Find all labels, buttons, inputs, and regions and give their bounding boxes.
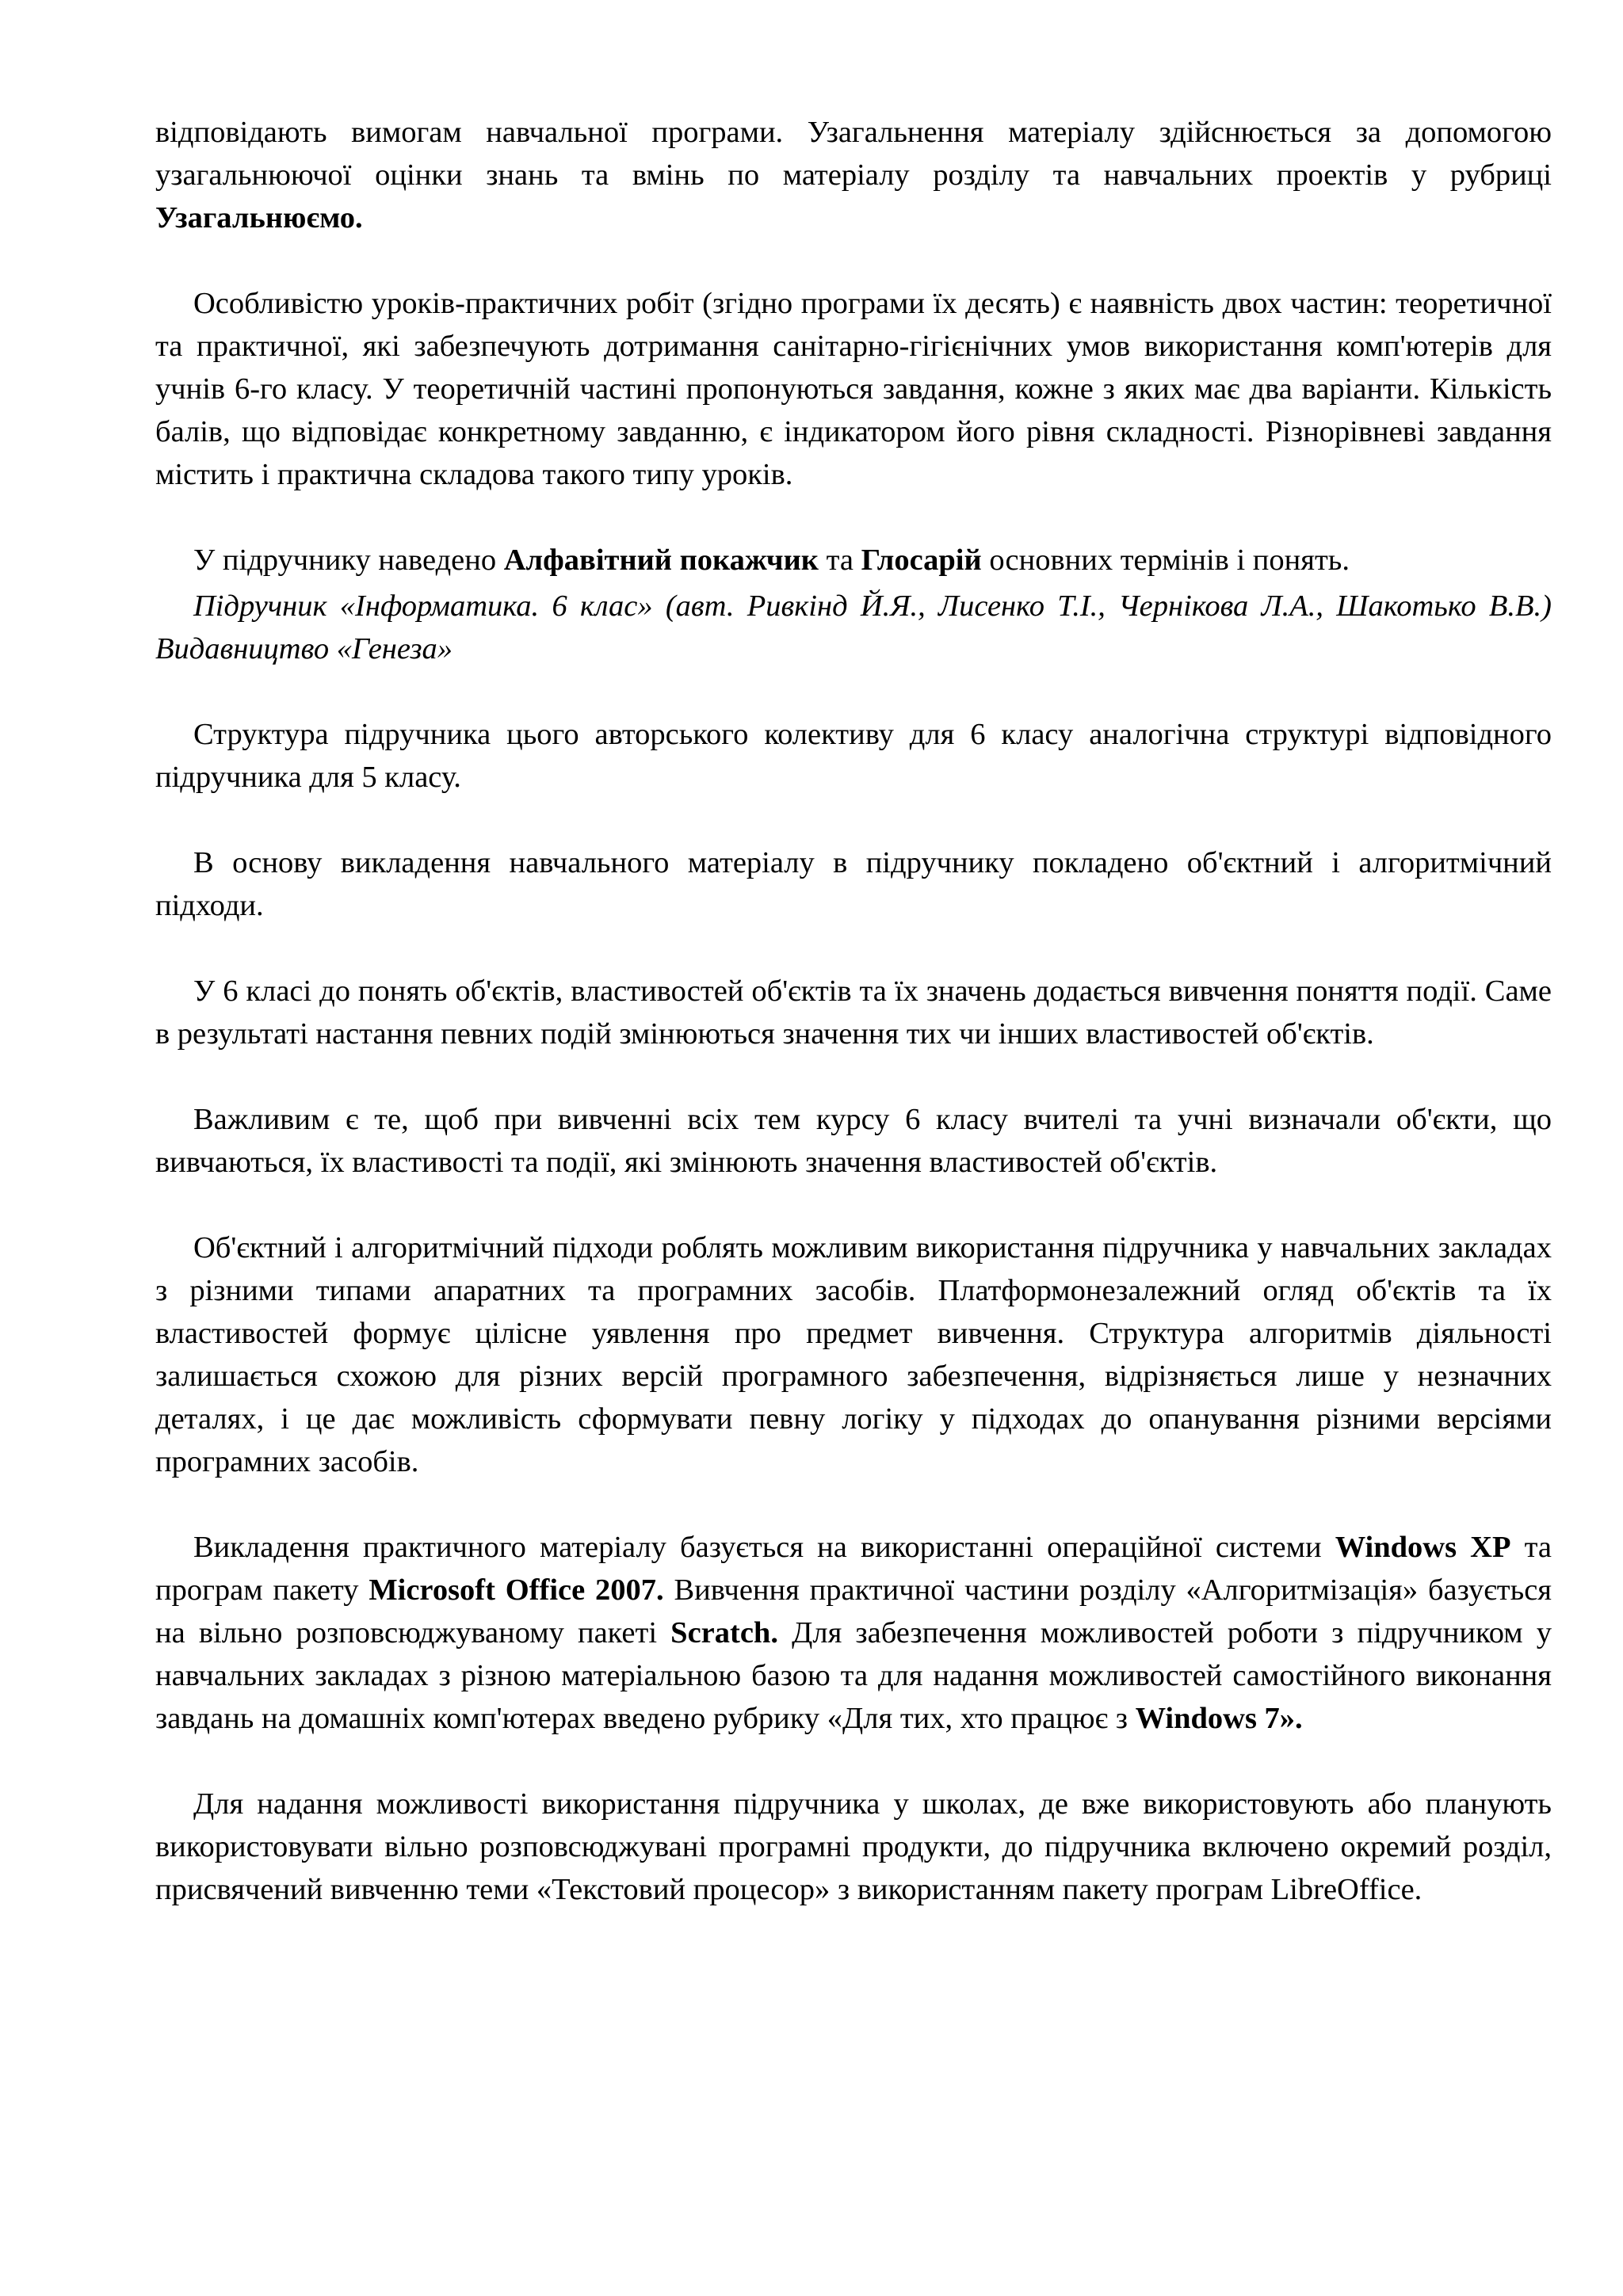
index-glossary-text-3: основних термінів і понять. [981, 543, 1350, 577]
paragraph-approach [155, 841, 1552, 927]
paragraph-approach-text: В основу викладення навчального матеріалу в підручнику покладено об'єктний і алгоритмічний підходи. [155, 846, 1552, 922]
paragraph-events-text: У 6 класі до понять об'єктів, властивостей об'єктів та їх значень додається вивчення поняття події. Саме в результаті настання певних подій змінюються значення тих чи інших властивостей об'єктів. [155, 974, 1552, 1051]
paragraph-structure-text: Структура підручника цього авторського колективу для 6 класу аналогічна структурі відповідного підручника для 5 класу. [155, 718, 1552, 794]
paragraph-practical-works-text: Особливістю уроків-практичних робіт (згідно програми їх десять) є наявність двох частин: теоретичної та практичної, які забезпечують дотримання санітарно-гігієнічних умов використання комп'ютерів для учнів 6-го класу. У теоретичній частині пропонуються завдання, кожне з яких має два варіанти. Кількість балів, що відповідає конкретному завданню, є індикатором його рівня складності. Різнорівневі завдання містить і практична складова такого типу уроків. [155, 287, 1552, 491]
software-text-3: Вивчення практичної частини розділу «Алгоритмізація» базується на вільно розповсюджуваному пакеті [155, 1573, 1552, 1650]
index-glossary-text-2: та [818, 543, 861, 577]
windows-7-term: Windows 7». [1135, 1702, 1303, 1735]
document-page [155, 111, 1552, 1954]
index-glossary-text-1: У підручнику наведено [193, 543, 504, 577]
alphabetical-index-term: Алфавітний покажчик [503, 543, 819, 577]
scratch-term: Scratch. [670, 1616, 778, 1650]
paragraph-summary-text: відповідають вимогам навчальної програми. Узагальнення матеріалу здійснюється за допомогою узагальнюючої оцінки знань та вмінь по матеріалу розділу та навчальних проектів у рубриці [155, 116, 1552, 192]
paragraph-libreoffice-text: Для надання можливості використання підручника у школах, де вже використовують або планують використовувати вільно розповсюджувані програмні продукти, до підручника включено окремий розділ, присвячений вивченню теми «Текстовий процесор» з використанням пакету програм LibreOffice. [155, 1787, 1552, 1906]
windows-xp-term: Windows XP [1335, 1531, 1511, 1564]
textbook-citation [155, 585, 1552, 670]
textbook-citation-text: Підручник «Інформатика. 6 клас» (авт. Ривкінд Й.Я., Лисенко Т.І., Чернікова Л.А., Шакотько В.В.) Видавництво «Генеза» [155, 589, 1552, 666]
paragraph-platform-text: Об'єктний і алгоритмічний підходи роблять можливим використання підручника у навчальних закладах з різними типами апаратних та програмних засобів. Платформонезалежний огляд об'єктів та їх властивостей формує цілісне уявлення про предмет вивчення. Структура алгоритмів діяльності залишається схожою для різних версій програмного забезпечення, відрізняється лише у незначних деталях, і це дає можливість сформувати певну логіку у підходах до опанування різними версіями програмних засобів. [155, 1231, 1552, 1478]
summary-rubric-name: Узагальнюємо. [155, 201, 363, 235]
paragraph-platform [155, 1226, 1552, 1483]
paragraph-index-glossary [155, 539, 1552, 582]
paragraph-structure [155, 713, 1552, 799]
paragraph-summary [155, 111, 1552, 239]
paragraph-important [155, 1098, 1552, 1184]
software-text-2: та програм пакету [155, 1531, 1552, 1607]
glossary-term: Глосарій [861, 543, 982, 577]
software-text-1: Викладення практичного матеріалу базується на використанні операційної системи [193, 1531, 1335, 1564]
paragraph-important-text: Важливим є те, щоб при вивченні всіх тем курсу 6 класу вчителі та учні визначали об'єкти, що вивчаються, їх властивості та події, які змінюють значення властивостей об'єктів. [155, 1103, 1552, 1179]
paragraph-events [155, 970, 1552, 1055]
paragraph-libreoffice [155, 1783, 1552, 1911]
ms-office-term: Microsoft Office 2007. [369, 1573, 664, 1607]
paragraph-software [155, 1526, 1552, 1740]
paragraph-practical-works [155, 282, 1552, 496]
software-text-4: Для забезпечення можливостей роботи з підручником у навчальних закладах з різною матеріальною базою та для надання можливостей самостійного виконання завдань на домашніх комп'ютерах введено рубрику «Для тих, хто працює з [155, 1616, 1552, 1735]
